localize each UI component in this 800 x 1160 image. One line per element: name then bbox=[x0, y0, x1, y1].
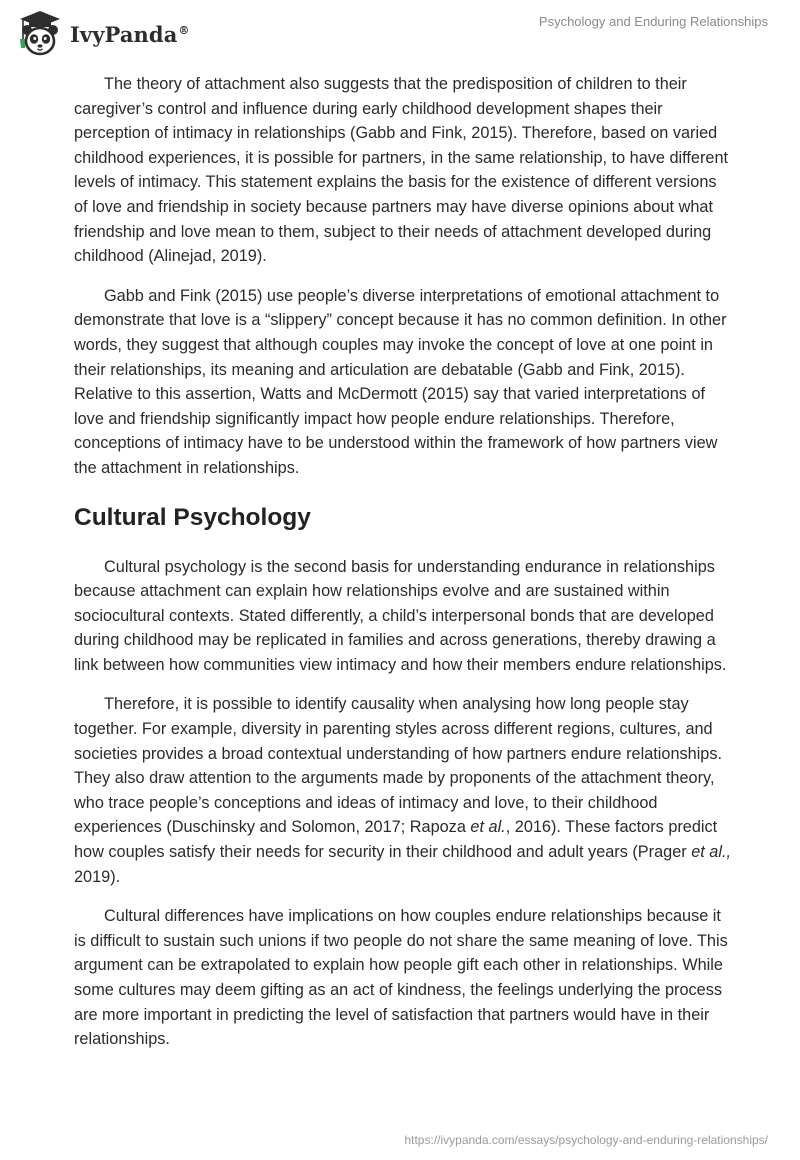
body-paragraph bbox=[74, 555, 734, 678]
paragraph-text: 2019). bbox=[74, 867, 121, 886]
body-paragraph bbox=[74, 72, 734, 269]
panda-graduate-icon bbox=[14, 8, 66, 58]
paragraph-text: Cultural psychology is the second basis for understanding endurance in relationships because attachment can explain how relationships evolve and are sustained within sociocultural contexts. Stated differently, a child’s interpersonal bonds that are developed during childhood may be replicated in families and across generations, thereby drawing a link between how communities view intimacy and how their members endure relationships. bbox=[74, 557, 727, 674]
essay-content bbox=[74, 72, 734, 1067]
brand-logo[interactable] bbox=[14, 8, 190, 58]
paragraph-text: , 2016). These factors predict how couples satisfy their needs for security in their childhood and adult years (Prager bbox=[74, 818, 718, 862]
body-paragraph bbox=[74, 284, 734, 481]
paragraph-text: The theory of attachment also suggests that the predisposition of children to their caregiver’s control and influence during early childhood development shapes their perception of intimacy in relationships (Gabb and Fink, 2015). Therefore, based on varied childhood experiences, it is possible for partners, in the same relationship, to have different levels of intimacy. This statement explains the basis for the existence of different versions of love and friendship in society because partners may have diverse opinions about what friendship and love mean to them, subject to their needs of attachment developed during childhood (Alinejad, 2019). bbox=[74, 75, 729, 266]
source-url[interactable]: https://ivypanda.com/essays/psychology-and-enduring-relationships/ bbox=[404, 1133, 768, 1147]
paragraph-text: Therefore, it is possible to identify causality when analysing how long people stay together. For example, diversity in parenting styles across different regions, cultures, and societies provides a broad contextual understanding of how partners endure relationships. They also draw attention to the arguments made by proponents of the attachment theory, who trace people’s conceptions and ideas of intimacy and love, to their childhood experiences (Duschinsky and Solomon, 2017; Rapoza bbox=[74, 695, 723, 837]
body-paragraph bbox=[74, 692, 734, 889]
italic-citation-text: et al. bbox=[470, 818, 506, 837]
paragraph-text: Cultural differences have implications on how couples endure relationships because it is difficult to sustain such unions if two people do not share the same meaning of love. This argument can be extrapolated to explain how people gift each other in relationships. While some cultures may deem gifting as an act of kindness, the feelings underlying the process are more important in predicting the level of satisfaction that partners would have in their relationships. bbox=[74, 907, 728, 1049]
paragraph-group-before bbox=[74, 72, 734, 481]
registered-mark: ® bbox=[178, 23, 190, 37]
paragraph-group-after bbox=[74, 555, 734, 1052]
body-paragraph bbox=[74, 904, 734, 1052]
paragraph-text: Gabb and Fink (2015) use people’s diverse interpretations of emotional attachment to demonstrate that love is a “slippery” concept because it has no common definition. In other words, they suggest that although couples may invoke the concept of love at one point in their relationships, its meaning and articulation are debatable (Gabb and Fink, 2015). Relative to this assertion, Watts and McDermott (2015) say that varied interpretations of love and friendship significantly impact how people endure relationships. Therefore, conceptions of intimacy have to be understood within the framework of how partners view the attachment in relationships. bbox=[74, 286, 727, 477]
italic-citation-text: et al., bbox=[691, 843, 732, 862]
document-title: Psychology and Enduring Relationships bbox=[538, 14, 768, 29]
brand-name: IvyPanda® bbox=[70, 21, 190, 47]
section-heading: Cultural Psychology bbox=[74, 503, 311, 531]
page-header bbox=[0, 0, 800, 70]
